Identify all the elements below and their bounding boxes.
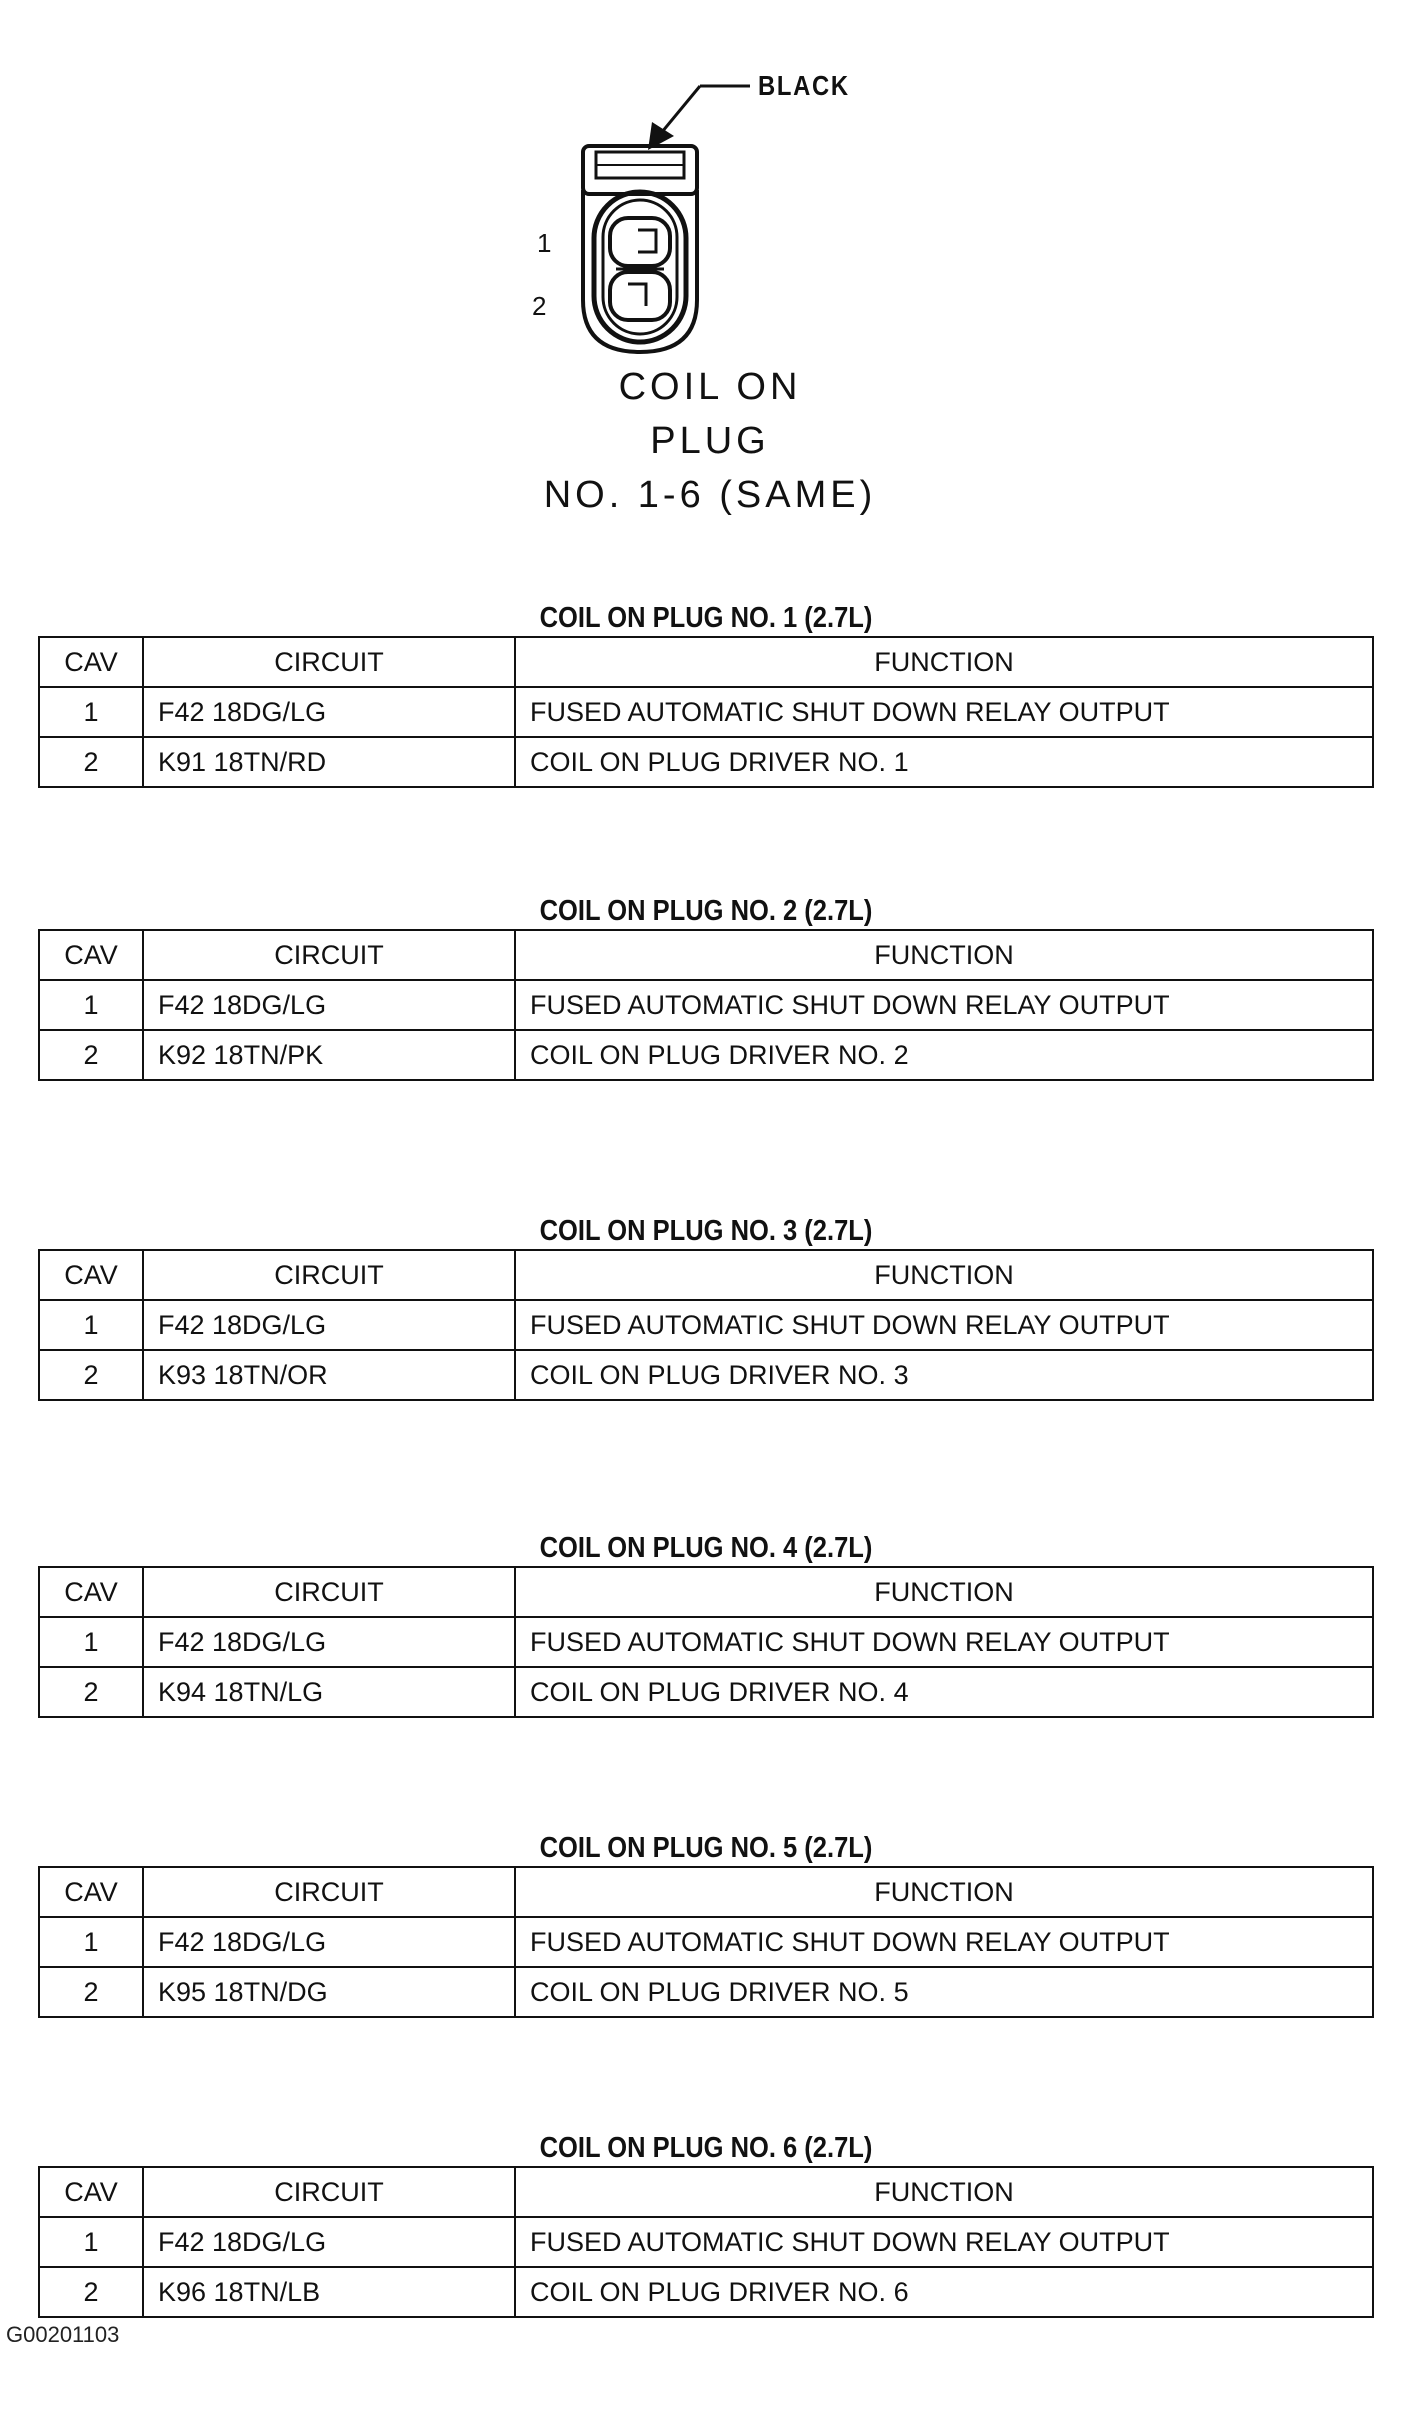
cell-function: COIL ON PLUG DRIVER NO. 4 <box>515 1667 1373 1717</box>
cell-cav: 2 <box>39 737 143 787</box>
table-row <box>39 2267 1373 2317</box>
cell-cav: 1 <box>39 1917 143 1967</box>
table-title: COIL ON PLUG NO. 3 (2.7L) <box>539 1215 873 1247</box>
cell-cav: 1 <box>39 2217 143 2267</box>
cell-cav: 1 <box>39 1300 143 1350</box>
table-header-row <box>39 2167 1373 2217</box>
header-circuit: CIRCUIT <box>143 930 515 980</box>
table-row <box>39 2217 1373 2267</box>
cell-circuit: F42 18DG/LG <box>143 2217 515 2267</box>
table-header-row <box>39 930 1373 980</box>
header-circuit: CIRCUIT <box>143 1567 515 1617</box>
table-header-row <box>39 1567 1373 1617</box>
table-header-row <box>39 637 1373 687</box>
coil-table-section <box>38 600 1374 788</box>
connector-title-line-1: COIL ON <box>618 366 802 408</box>
cell-function: FUSED AUTOMATIC SHUT DOWN RELAY OUTPUT <box>515 1617 1373 1667</box>
cell-cav: 2 <box>39 1967 143 2017</box>
cell-circuit: K96 18TN/LB <box>143 2267 515 2317</box>
connector-diagram <box>0 0 1420 560</box>
header-circuit: CIRCUIT <box>143 1867 515 1917</box>
table-title: COIL ON PLUG NO. 2 (2.7L) <box>539 895 873 927</box>
header-cav: CAV <box>39 2167 143 2217</box>
header-function: FUNCTION <box>515 930 1373 980</box>
header-cav: CAV <box>39 637 143 687</box>
table-header-row <box>39 1867 1373 1917</box>
connector-title-line-2: PLUG <box>650 420 770 462</box>
pinout-table <box>38 929 1374 1081</box>
pinout-table <box>38 636 1374 788</box>
coil-table-section <box>38 893 1374 1081</box>
header-cav: CAV <box>39 1567 143 1617</box>
table-row <box>39 1617 1373 1667</box>
cell-function: FUSED AUTOMATIC SHUT DOWN RELAY OUTPUT <box>515 2217 1373 2267</box>
cell-circuit: F42 18DG/LG <box>143 1917 515 1967</box>
cell-circuit: K92 18TN/PK <box>143 1030 515 1080</box>
header-function: FUNCTION <box>515 1250 1373 1300</box>
cell-cav: 1 <box>39 1617 143 1667</box>
pinout-table <box>38 1566 1374 1718</box>
pin-label-2: 2 <box>532 291 547 321</box>
cell-function: FUSED AUTOMATIC SHUT DOWN RELAY OUTPUT <box>515 1300 1373 1350</box>
coil-table-section <box>38 1830 1374 2018</box>
pin-label-1: 1 <box>537 228 552 258</box>
coil-table-section <box>38 2130 1374 2318</box>
table-title: COIL ON PLUG NO. 4 (2.7L) <box>539 1532 873 1564</box>
cell-cav: 1 <box>39 687 143 737</box>
pinout-table <box>38 1866 1374 2018</box>
cell-cav: 2 <box>39 1350 143 1400</box>
coil-table-section <box>38 1213 1374 1401</box>
table-row <box>39 687 1373 737</box>
cell-cav: 2 <box>39 1030 143 1080</box>
coil-table-section <box>38 1530 1374 1718</box>
cell-circuit: F42 18DG/LG <box>143 1617 515 1667</box>
table-row <box>39 980 1373 1030</box>
cell-circuit: K94 18TN/LG <box>143 1667 515 1717</box>
header-cav: CAV <box>39 930 143 980</box>
cell-function: COIL ON PLUG DRIVER NO. 2 <box>515 1030 1373 1080</box>
cell-function: COIL ON PLUG DRIVER NO. 6 <box>515 2267 1373 2317</box>
table-row <box>39 1667 1373 1717</box>
header-function: FUNCTION <box>515 1567 1373 1617</box>
table-row <box>39 1350 1373 1400</box>
table-title: COIL ON PLUG NO. 5 (2.7L) <box>539 1832 873 1864</box>
header-circuit: CIRCUIT <box>143 637 515 687</box>
cell-circuit: K91 18TN/RD <box>143 737 515 787</box>
table-row <box>39 1917 1373 1967</box>
header-circuit: CIRCUIT <box>143 2167 515 2217</box>
cell-function: FUSED AUTOMATIC SHUT DOWN RELAY OUTPUT <box>515 687 1373 737</box>
cell-cav: 1 <box>39 980 143 1030</box>
header-function: FUNCTION <box>515 637 1373 687</box>
table-row <box>39 1030 1373 1080</box>
header-cav: CAV <box>39 1867 143 1917</box>
cell-function: COIL ON PLUG DRIVER NO. 3 <box>515 1350 1373 1400</box>
cell-cav: 2 <box>39 1667 143 1717</box>
table-title: COIL ON PLUG NO. 1 (2.7L) <box>539 602 873 634</box>
table-row <box>39 737 1373 787</box>
table-header-row <box>39 1250 1373 1300</box>
table-row <box>39 1967 1373 2017</box>
table-row <box>39 1300 1373 1350</box>
pinout-table <box>38 2166 1374 2318</box>
table-title: COIL ON PLUG NO. 6 (2.7L) <box>539 2132 873 2164</box>
pinout-table <box>38 1249 1374 1401</box>
header-function: FUNCTION <box>515 1867 1373 1917</box>
figure-id: G00201103 <box>6 2322 120 2347</box>
cell-circuit: K95 18TN/DG <box>143 1967 515 2017</box>
header-cav: CAV <box>39 1250 143 1300</box>
cell-function: FUSED AUTOMATIC SHUT DOWN RELAY OUTPUT <box>515 1917 1373 1967</box>
cell-circuit: F42 18DG/LG <box>143 980 515 1030</box>
cell-circuit: F42 18DG/LG <box>143 1300 515 1350</box>
connector-title-line-3: NO. 1-6 (SAME) <box>543 474 877 516</box>
cell-circuit: F42 18DG/LG <box>143 687 515 737</box>
cell-function: COIL ON PLUG DRIVER NO. 5 <box>515 1967 1373 2017</box>
cell-function: FUSED AUTOMATIC SHUT DOWN RELAY OUTPUT <box>515 980 1373 1030</box>
cell-cav: 2 <box>39 2267 143 2317</box>
header-function: FUNCTION <box>515 2167 1373 2217</box>
color-callout: BLACK <box>758 70 850 101</box>
cell-function: COIL ON PLUG DRIVER NO. 1 <box>515 737 1373 787</box>
header-circuit: CIRCUIT <box>143 1250 515 1300</box>
cell-circuit: K93 18TN/OR <box>143 1350 515 1400</box>
